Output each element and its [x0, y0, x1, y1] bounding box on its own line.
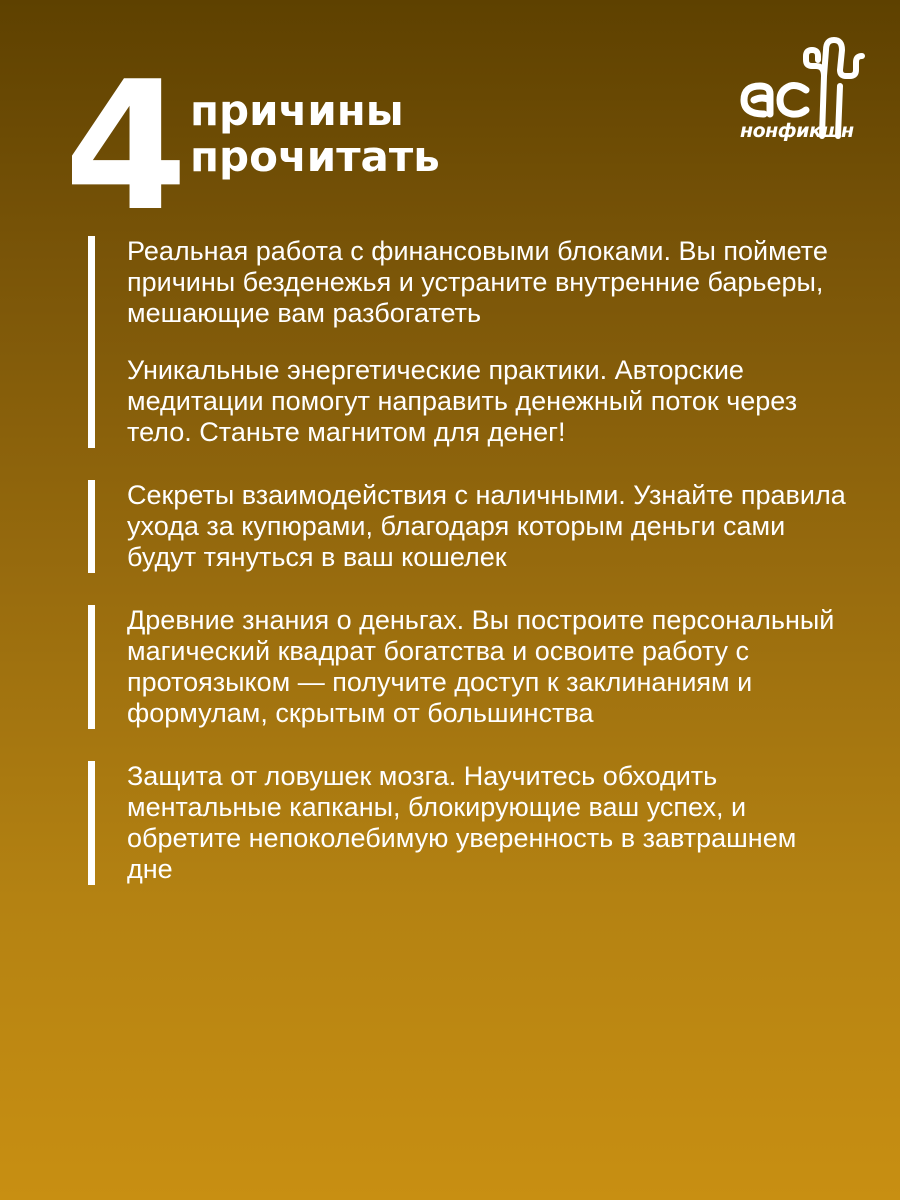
reason-block-2 [88, 480, 848, 573]
reason-block-3 [88, 605, 848, 729]
reason-block-1 [88, 236, 848, 448]
reason-block-4 [88, 761, 848, 885]
publisher-logo [736, 36, 866, 156]
reason-text: Уникальные энергетические практики. Авторские медитации помогут направить денежный поток через тело. Станьте магнитом для денег! [127, 355, 798, 447]
page-title [190, 88, 440, 180]
page-title-line-2: прочитать [190, 132, 440, 181]
reasons-list [88, 236, 848, 917]
reason-text: Защита от ловушек мозга. Научитесь обходить ментальные капканы, блокирующие ваш успех, и обретите непоколебимую уверенность в завтрашнем дне [127, 761, 797, 884]
reason-text: Реальная работа с финансовыми блоками. Вы поймете причины безденежья и устраните внутренние барьеры, мешающие вам разбогатеть [127, 236, 828, 328]
page-title-line-1: причины [190, 86, 404, 135]
publisher-logo-word: нонфикшн [740, 120, 854, 142]
reason-text: Древние знания о деньгах. Вы построите персональный магический квадрат богатства и освоите работу с протоязыком — получите доступ к заклинаниям и формулам, скрытым от большинства [127, 605, 835, 728]
reasons-count-number: 4 [64, 43, 184, 250]
reason-text: Секреты взаимодействия с наличными. Узнайте правила ухода за купюрами, благодаря которым деньги сами будут тянуться в ваш кошелек [127, 480, 846, 572]
